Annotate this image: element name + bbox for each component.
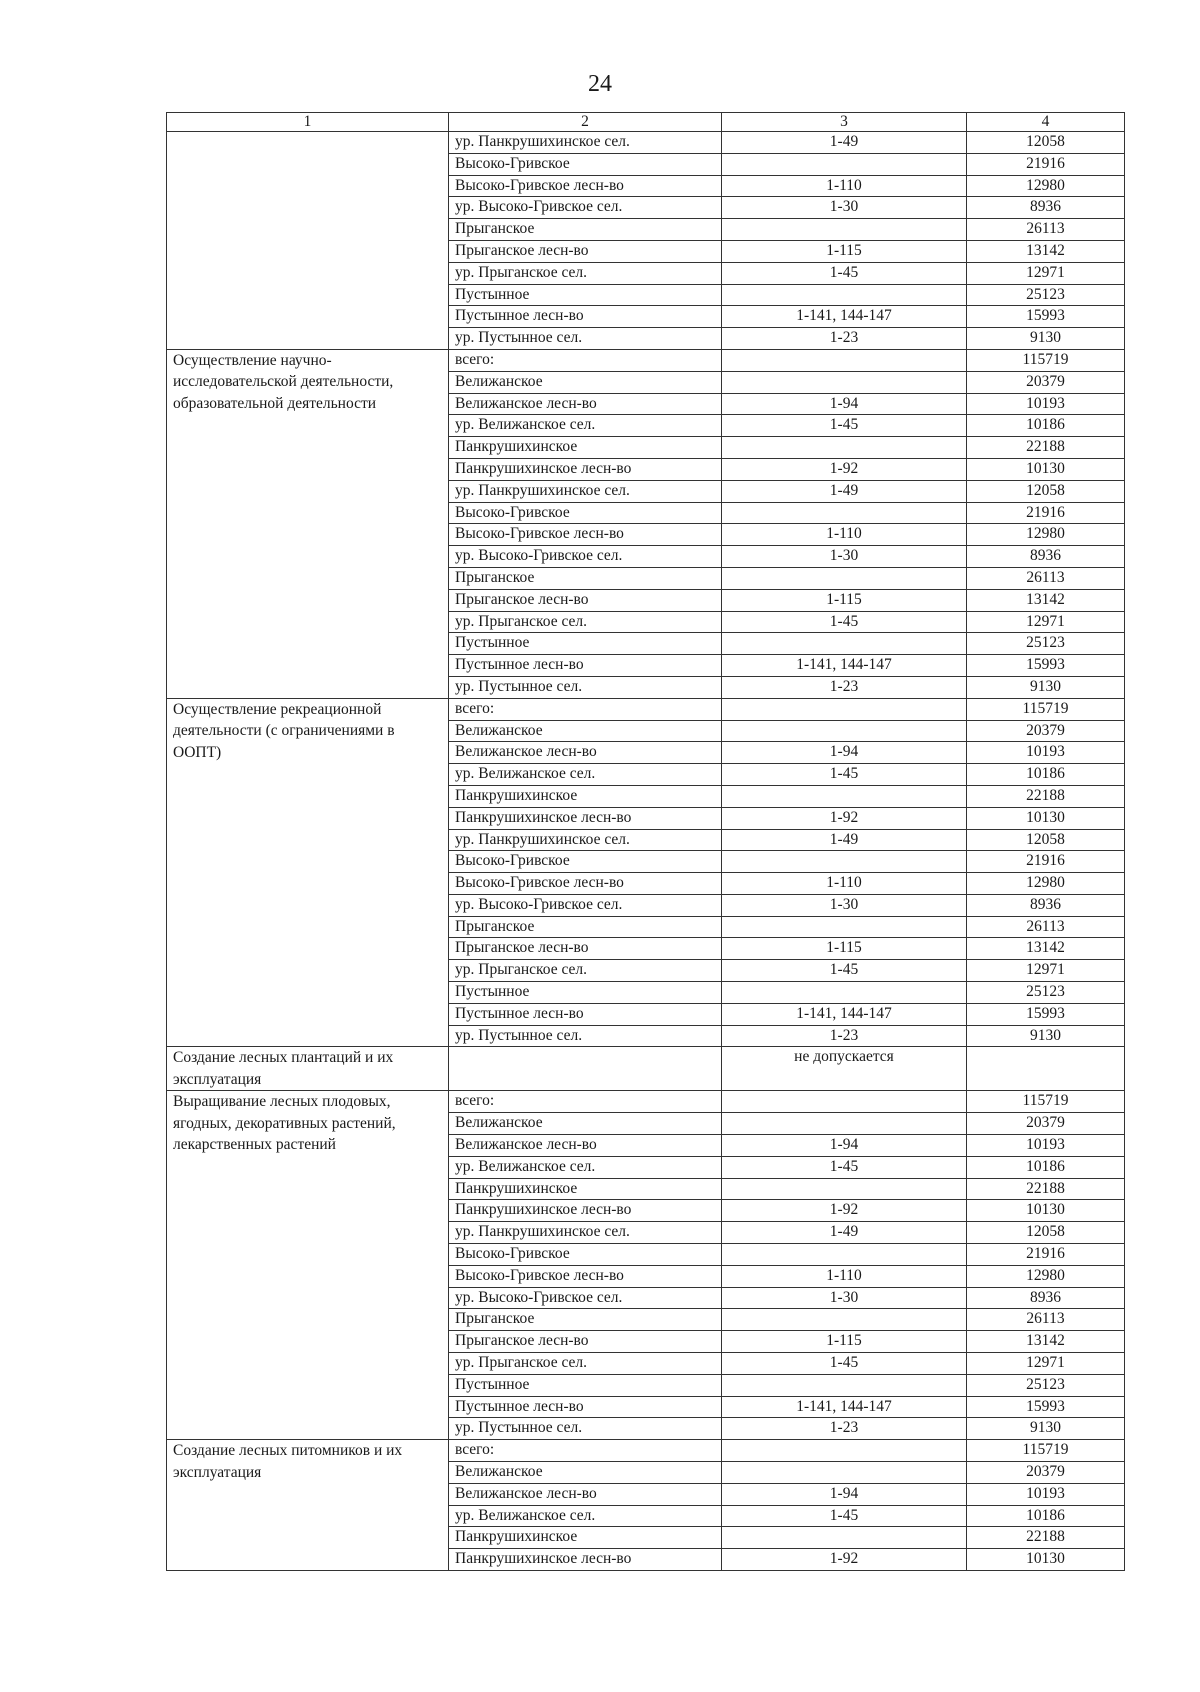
forestry-name-cell: Велижанское <box>449 720 722 742</box>
table-body <box>167 132 1125 1571</box>
area-cell: 10193 <box>967 1483 1125 1505</box>
quarter-numbers-cell <box>722 1309 967 1331</box>
forestry-name-cell: Прыганское лесн-во <box>449 938 722 960</box>
forestry-name-cell: Прыганское лесн-во <box>449 589 722 611</box>
quarter-numbers-cell: 1-49 <box>722 1222 967 1244</box>
forestry-name-cell: ур. Велижанское сел. <box>449 1505 722 1527</box>
quarter-numbers-cell: 1-45 <box>722 415 967 437</box>
forestry-name-cell: Панкрушихинское лесн-во <box>449 807 722 829</box>
forestry-name-cell: Пустынное лесн-во <box>449 306 722 328</box>
area-cell: 12971 <box>967 960 1125 982</box>
quarter-numbers-cell <box>722 1178 967 1200</box>
forestry-name-cell: Прыганское лесн-во <box>449 1331 722 1353</box>
area-cell: 20379 <box>967 720 1125 742</box>
forestry-name-cell: ур. Прыганское сел. <box>449 1353 722 1375</box>
area-cell: 10186 <box>967 1505 1125 1527</box>
header-cell: 4 <box>967 113 1125 132</box>
area-cell: 9130 <box>967 676 1125 698</box>
quarter-numbers-cell <box>722 1374 967 1396</box>
quarter-numbers-cell: 1-92 <box>722 458 967 480</box>
area-cell: 10130 <box>967 458 1125 480</box>
area-cell: 15993 <box>967 1003 1125 1025</box>
quarter-numbers-cell: 1-141, 144-147 <box>722 306 967 328</box>
quarter-numbers-cell: 1-110 <box>722 175 967 197</box>
area-cell: 20379 <box>967 371 1125 393</box>
table-row <box>167 1440 1125 1462</box>
forestry-name-cell: Панкрушихинское <box>449 437 722 459</box>
quarter-numbers-cell: 1-141, 144-147 <box>722 1396 967 1418</box>
area-cell <box>967 1047 1125 1091</box>
forestry-name-cell: ур. Панкрушихинское сел. <box>449 829 722 851</box>
forestry-name-cell: Панкрушихинское лесн-во <box>449 458 722 480</box>
quarter-numbers-cell <box>722 916 967 938</box>
quarter-numbers-cell: 1-94 <box>722 742 967 764</box>
forestry-name-cell: Высоко-Гривское лесн-во <box>449 1265 722 1287</box>
forestry-name-cell: ур. Прыганское сел. <box>449 611 722 633</box>
quarter-numbers-cell: 1-45 <box>722 1353 967 1375</box>
forestry-name-cell: Высоко-Гривское <box>449 851 722 873</box>
forestry-name-cell: Панкрушихинское <box>449 785 722 807</box>
quarter-numbers-cell <box>722 567 967 589</box>
area-cell: 9130 <box>967 1025 1125 1047</box>
area-cell: 25123 <box>967 1374 1125 1396</box>
table-row <box>167 1047 1125 1091</box>
quarter-numbers-cell <box>722 851 967 873</box>
forestry-name-cell: Прыганское <box>449 1309 722 1331</box>
area-cell: 10130 <box>967 1200 1125 1222</box>
area-cell: 13142 <box>967 589 1125 611</box>
area-cell: 26113 <box>967 567 1125 589</box>
area-cell: 115719 <box>967 1440 1125 1462</box>
quarter-numbers-cell: 1-45 <box>722 1156 967 1178</box>
area-cell: 13142 <box>967 1331 1125 1353</box>
forestry-name-cell: всего: <box>449 698 722 720</box>
quarter-numbers-cell: 1-30 <box>722 894 967 916</box>
area-cell: 13142 <box>967 240 1125 262</box>
activity-cell: Создание лесных питомников и их эксплуатация <box>167 1440 449 1571</box>
forestry-name-cell: Пустынное <box>449 982 722 1004</box>
area-cell: 8936 <box>967 197 1125 219</box>
area-cell: 22188 <box>967 437 1125 459</box>
quarter-numbers-cell: 1-94 <box>722 1135 967 1157</box>
quarter-numbers-cell: 1-45 <box>722 262 967 284</box>
quarter-numbers-cell: 1-92 <box>722 1549 967 1571</box>
forestry-name-cell: Высоко-Гривское лесн-во <box>449 873 722 895</box>
table-row <box>167 698 1125 720</box>
forestry-name-cell: Велижанское лесн-во <box>449 393 722 415</box>
quarter-numbers-cell: 1-49 <box>722 480 967 502</box>
area-cell: 12058 <box>967 480 1125 502</box>
quarter-numbers-cell: 1-30 <box>722 546 967 568</box>
forestry-name-cell: ур. Велижанское сел. <box>449 764 722 786</box>
quarter-numbers-cell <box>722 284 967 306</box>
forestry-name-cell: Пустынное лесн-во <box>449 655 722 677</box>
forestry-name-cell: Пустынное лесн-во <box>449 1396 722 1418</box>
quarter-numbers-cell: 1-110 <box>722 873 967 895</box>
quarter-numbers-cell: 1-94 <box>722 1483 967 1505</box>
area-cell: 26113 <box>967 219 1125 241</box>
forestry-name-cell: ур. Панкрушихинское сел. <box>449 132 722 154</box>
forestry-name-cell: Велижанское <box>449 1462 722 1484</box>
area-cell: 25123 <box>967 982 1125 1004</box>
header-cell: 3 <box>722 113 967 132</box>
quarter-numbers-cell: 1-45 <box>722 611 967 633</box>
area-cell: 9130 <box>967 1418 1125 1440</box>
forestry-name-cell: Прыганское <box>449 916 722 938</box>
activity-cell: Осуществление научно-исследовательской деятельности, образовательной деятельности <box>167 349 449 698</box>
forestry-name-cell: Велижанское лесн-во <box>449 1135 722 1157</box>
quarter-numbers-cell <box>722 698 967 720</box>
area-cell: 12980 <box>967 524 1125 546</box>
area-cell: 21916 <box>967 502 1125 524</box>
header-cell: 2 <box>449 113 722 132</box>
area-cell: 12971 <box>967 262 1125 284</box>
area-cell: 10193 <box>967 1135 1125 1157</box>
quarter-numbers-cell <box>722 437 967 459</box>
area-cell: 10130 <box>967 1549 1125 1571</box>
forestry-name-cell: Высоко-Гривское лесн-во <box>449 524 722 546</box>
note-cell: не допускается <box>722 1047 967 1091</box>
forestry-name-cell: Пустынное <box>449 1374 722 1396</box>
forestry-name-cell: Высоко-Гривское <box>449 502 722 524</box>
area-cell: 25123 <box>967 284 1125 306</box>
forestry-name-cell: Велижанское лесн-во <box>449 742 722 764</box>
activity-cell-empty <box>167 132 449 350</box>
area-cell: 12058 <box>967 829 1125 851</box>
forestry-name-cell: Пустынное лесн-во <box>449 1003 722 1025</box>
quarter-numbers-cell <box>722 1091 967 1113</box>
quarter-numbers-cell: 1-45 <box>722 960 967 982</box>
header-row <box>167 113 1125 132</box>
activity-cell: Выращивание лесных плодовых, ягодных, декоративных растений, лекарственных растений <box>167 1091 449 1440</box>
forestry-name-cell: Панкрушихинское <box>449 1527 722 1549</box>
forestry-name-cell: Велижанское <box>449 1113 722 1135</box>
quarter-numbers-cell: 1-92 <box>722 807 967 829</box>
area-cell: 8936 <box>967 894 1125 916</box>
area-cell: 21916 <box>967 851 1125 873</box>
area-cell: 26113 <box>967 1309 1125 1331</box>
area-cell: 9130 <box>967 328 1125 350</box>
page-number: 24 <box>588 71 612 97</box>
forestry-name-cell: Велижанское <box>449 371 722 393</box>
area-cell: 12971 <box>967 611 1125 633</box>
area-cell: 22188 <box>967 785 1125 807</box>
forestry-name-cell: Высоко-Гривское <box>449 1244 722 1266</box>
forestry-name-cell: ур. Пустынное сел. <box>449 676 722 698</box>
quarter-numbers-cell: 1-23 <box>722 1025 967 1047</box>
forestry-name-cell: ур. Высоко-Гривское сел. <box>449 894 722 916</box>
area-cell: 10186 <box>967 764 1125 786</box>
area-cell: 12058 <box>967 132 1125 154</box>
forestry-name-cell: Высоко-Гривское <box>449 153 722 175</box>
quarter-numbers-cell: 1-45 <box>722 1505 967 1527</box>
area-cell: 10193 <box>967 742 1125 764</box>
area-cell: 8936 <box>967 1287 1125 1309</box>
area-cell: 22188 <box>967 1527 1125 1549</box>
forestry-name-cell: ур. Пустынное сел. <box>449 1025 722 1047</box>
quarter-numbers-cell <box>722 1440 967 1462</box>
forest-use-table <box>166 112 1125 1571</box>
quarter-numbers-cell: 1-110 <box>722 1265 967 1287</box>
quarter-numbers-cell <box>722 502 967 524</box>
quarter-numbers-cell <box>722 982 967 1004</box>
quarter-numbers-cell: 1-115 <box>722 589 967 611</box>
forestry-name-cell: Высоко-Гривское лесн-во <box>449 175 722 197</box>
quarter-numbers-cell: 1-141, 144-147 <box>722 655 967 677</box>
quarter-numbers-cell: 1-110 <box>722 524 967 546</box>
area-cell: 12980 <box>967 873 1125 895</box>
table-row <box>167 1091 1125 1113</box>
area-cell: 13142 <box>967 938 1125 960</box>
area-cell: 15993 <box>967 1396 1125 1418</box>
area-cell: 115719 <box>967 349 1125 371</box>
forestry-name-cell: Прыганское <box>449 567 722 589</box>
forestry-name-cell: Пустынное <box>449 284 722 306</box>
quarter-numbers-cell: 1-45 <box>722 764 967 786</box>
forestry-name-cell: Панкрушихинское <box>449 1178 722 1200</box>
quarter-numbers-cell: 1-30 <box>722 1287 967 1309</box>
area-cell: 20379 <box>967 1113 1125 1135</box>
quarter-numbers-cell <box>722 1113 967 1135</box>
quarter-numbers-cell: 1-94 <box>722 393 967 415</box>
quarter-numbers-cell <box>722 1244 967 1266</box>
area-cell: 12971 <box>967 1353 1125 1375</box>
quarter-numbers-cell <box>722 153 967 175</box>
forestry-name-cell: ур. Высоко-Гривское сел. <box>449 197 722 219</box>
area-cell: 15993 <box>967 655 1125 677</box>
quarter-numbers-cell <box>722 349 967 371</box>
forestry-name-cell: ур. Панкрушихинское сел. <box>449 480 722 502</box>
quarter-numbers-cell: 1-115 <box>722 938 967 960</box>
area-cell: 8936 <box>967 546 1125 568</box>
area-cell: 10186 <box>967 1156 1125 1178</box>
header-cell: 1 <box>167 113 449 132</box>
quarter-numbers-cell <box>722 785 967 807</box>
quarter-numbers-cell <box>722 633 967 655</box>
area-cell: 26113 <box>967 916 1125 938</box>
quarter-numbers-cell <box>722 1462 967 1484</box>
activity-cell: Осуществление рекреационной деятельности (с ограничениями в ООПТ) <box>167 698 449 1047</box>
forestry-name-cell: Прыганское лесн-во <box>449 240 722 262</box>
forestry-name-cell: ур. Велижанское сел. <box>449 415 722 437</box>
quarter-numbers-cell <box>722 1527 967 1549</box>
area-cell: 10193 <box>967 393 1125 415</box>
area-cell: 10130 <box>967 807 1125 829</box>
forestry-name-cell: всего: <box>449 349 722 371</box>
forestry-name-cell: Пустынное <box>449 633 722 655</box>
forestry-name-cell: всего: <box>449 1091 722 1113</box>
forestry-name-cell: Прыганское <box>449 219 722 241</box>
table-row <box>167 349 1125 371</box>
forestry-name-cell: Велижанское лесн-во <box>449 1483 722 1505</box>
forestry-name-cell: Панкрушихинское лесн-во <box>449 1200 722 1222</box>
quarter-numbers-cell: 1-23 <box>722 1418 967 1440</box>
quarter-numbers-cell: 1-23 <box>722 328 967 350</box>
quarter-numbers-cell <box>722 720 967 742</box>
area-cell: 21916 <box>967 153 1125 175</box>
activity-cell: Создание лесных плантаций и их эксплуатация <box>167 1047 449 1091</box>
area-cell: 21916 <box>967 1244 1125 1266</box>
quarter-numbers-cell: 1-49 <box>722 829 967 851</box>
area-cell: 115719 <box>967 1091 1125 1113</box>
forestry-name-cell: ур. Высоко-Гривское сел. <box>449 546 722 568</box>
area-cell: 12980 <box>967 175 1125 197</box>
forestry-name-cell: ур. Велижанское сел. <box>449 1156 722 1178</box>
area-cell: 115719 <box>967 698 1125 720</box>
area-cell: 12058 <box>967 1222 1125 1244</box>
forestry-name-cell: Панкрушихинское лесн-во <box>449 1549 722 1571</box>
forestry-name-cell: ур. Панкрушихинское сел. <box>449 1222 722 1244</box>
quarter-numbers-cell: 1-49 <box>722 132 967 154</box>
quarter-numbers-cell <box>722 219 967 241</box>
forestry-name-cell: всего: <box>449 1440 722 1462</box>
quarter-numbers-cell: 1-115 <box>722 240 967 262</box>
area-cell: 12980 <box>967 1265 1125 1287</box>
quarter-numbers-cell: 1-23 <box>722 676 967 698</box>
quarter-numbers-cell: 1-30 <box>722 197 967 219</box>
quarter-numbers-cell <box>722 371 967 393</box>
forestry-name-cell: ур. Высоко-Гривское сел. <box>449 1287 722 1309</box>
area-cell: 20379 <box>967 1462 1125 1484</box>
area-cell: 10186 <box>967 415 1125 437</box>
quarter-numbers-cell: 1-92 <box>722 1200 967 1222</box>
area-cell: 15993 <box>967 306 1125 328</box>
forestry-name-cell: ур. Прыганское сел. <box>449 960 722 982</box>
forestry-name-cell: ур. Пустынное сел. <box>449 328 722 350</box>
forestry-name-cell <box>449 1047 722 1091</box>
area-cell: 22188 <box>967 1178 1125 1200</box>
area-cell: 25123 <box>967 633 1125 655</box>
quarter-numbers-cell: 1-115 <box>722 1331 967 1353</box>
table-row <box>167 132 1125 154</box>
forestry-name-cell: ур. Прыганское сел. <box>449 262 722 284</box>
forestry-name-cell: ур. Пустынное сел. <box>449 1418 722 1440</box>
quarter-numbers-cell: 1-141, 144-147 <box>722 1003 967 1025</box>
